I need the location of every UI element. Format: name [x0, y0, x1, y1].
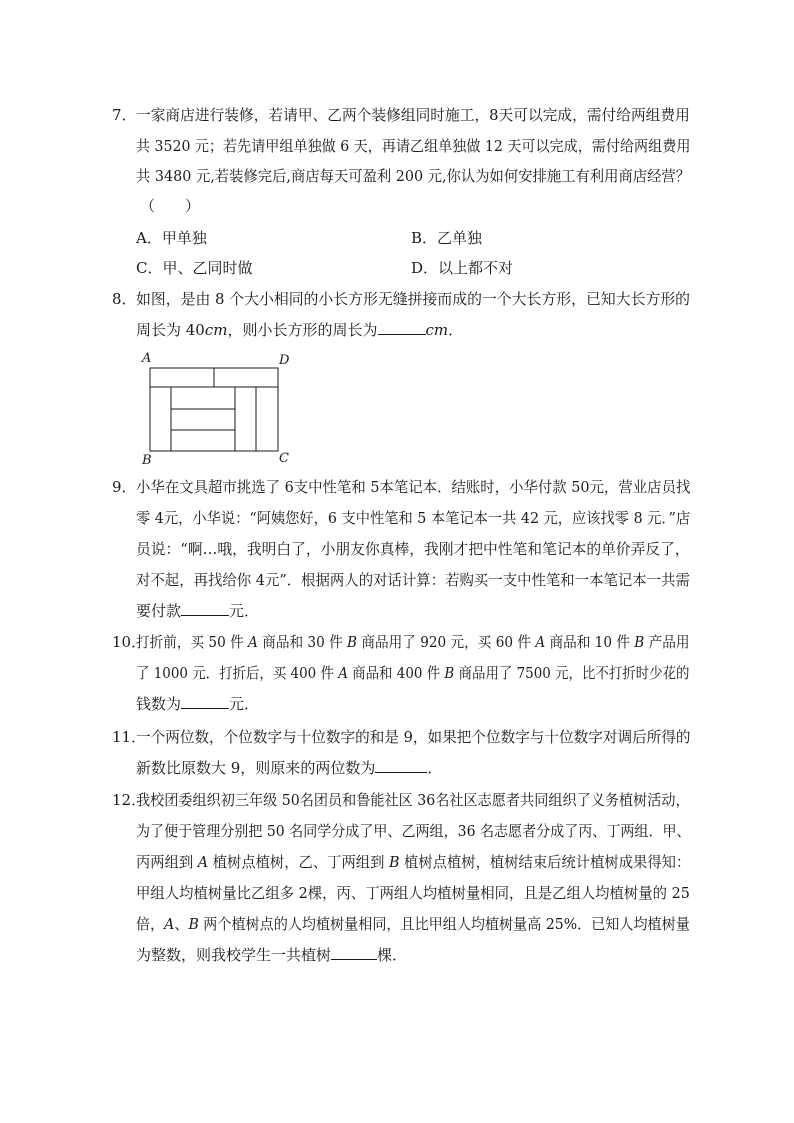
question-number: 10．	[112, 633, 147, 651]
answer-blank[interactable]	[181, 694, 229, 709]
answer-blank[interactable]	[331, 945, 377, 960]
question-text-line: 一个两位数，个位数字与十位数字的和是 9，如果把个位数字与十位数字对调后所得的	[136, 728, 691, 746]
question-text-line: 丙两组到 A 植树点植树，乙、丁两组到 B 植树点植树，植树结束后统计植树成果得知：	[136, 853, 691, 871]
question-text-line: 甲组人均植树量比乙组多 2棵，丙、丁两组人均植树量相同，且是乙组人均植树量的 25	[136, 884, 690, 902]
option-c: C．甲、乙同时做	[136, 259, 253, 277]
question-number: 9．	[112, 478, 137, 496]
question-text-line: 零 4元，小华说：“阿姨您好，6 支中性笔和 5 本笔记本一共 42 元，应该找零 8 元．”店	[136, 509, 691, 527]
question-text-line: 如图，是由 8 个大小相同的小长方形无缝拼接而成的一个大长方形，已知大长方形的	[136, 290, 691, 308]
answer-blank[interactable]	[378, 320, 426, 335]
option-b: B．乙单独	[411, 229, 483, 247]
question-text-line: 周长为 40cm，则小长方形的周长为 cm．	[136, 321, 464, 339]
option-d: D．以上都不对	[411, 259, 514, 277]
question-text-line: 新数比原数大 9，则原来的两位数为 ．	[136, 759, 443, 777]
vertex-label-d: D	[279, 353, 290, 368]
question-text-line: 倍，A、B 两个植树点的人均植树量相同，且比甲组人均植树量高 25%．已知人均植树量	[136, 915, 690, 933]
option-a: A．甲单独	[136, 229, 207, 247]
question-text-line: 共 3520 元；若先请甲组单独做 6 天，再请乙组单独做 12 天可以完成，需付给两组费用	[136, 137, 691, 155]
rectangle-diagram	[138, 350, 298, 470]
question-text-line: 小华在文具超市挑选了 6支中性笔和 5本笔记本．结账时，小华付款 50元，营业店员找	[136, 478, 691, 496]
answer-parentheses: （ ）	[140, 197, 201, 215]
question-text-line: 对不起，再找给你 4元”．根据两人的对话计算：若购买一支中性笔和一本笔记本一共需	[136, 571, 690, 589]
question-text-line: 员说：“啊…哦，我明白了，小朋友你真棒，我刚才把中性笔和笔记本的单价弄反了，	[136, 540, 690, 558]
question-text-line: 我校团委组织初三年级 50名团员和鲁能社区 36名社区志愿者共同组织了义务植树活动，	[136, 791, 690, 809]
question-text-line: 要付款 元．	[136, 602, 260, 620]
question-text-line: 一家商店进行装修，若请甲、乙两个装修组同时施工，8天可以完成，需付给两组费用	[136, 106, 690, 124]
rectangle-figure	[138, 350, 298, 470]
question-text-line: 了 1000 元．打折后，买 400 件 A 商品和 400 件 B 商品用了 7500 元，比不打折时少花的	[136, 664, 690, 682]
question-number: 7．	[112, 106, 137, 124]
question-text-line: 为整数，则我校学生一共植树 棵．	[136, 946, 408, 964]
question-number: 8．	[112, 290, 137, 308]
question-number: 12．	[112, 791, 147, 809]
unit-cm: cm	[204, 321, 228, 339]
vertex-label-b: B	[142, 453, 152, 468]
question-number: 11．	[112, 728, 147, 746]
question-text-line: 共 3480 元,若装修完后,商店每天可盈利 200 元,你认为如何安排施工有利用商店经营？	[136, 167, 691, 185]
question-text-line: 为了便于管理分别把 50 名同学分成了甲、乙两组，36 名志愿者分成了丙、丁两组．甲、	[136, 822, 691, 840]
unit-cm: cm	[425, 321, 449, 339]
answer-blank[interactable]	[181, 601, 229, 616]
question-text-line: 钱数为 元．	[136, 695, 260, 713]
question-text-line: 打折前，买 50 件 A 商品和 30 件 B 商品用了 920 元，买 60 件 A 商品和 10 件 B 产品用	[136, 633, 690, 651]
vertex-label-a: A	[142, 351, 152, 366]
answer-blank[interactable]	[375, 758, 427, 773]
vertex-label-c: C	[279, 451, 289, 466]
